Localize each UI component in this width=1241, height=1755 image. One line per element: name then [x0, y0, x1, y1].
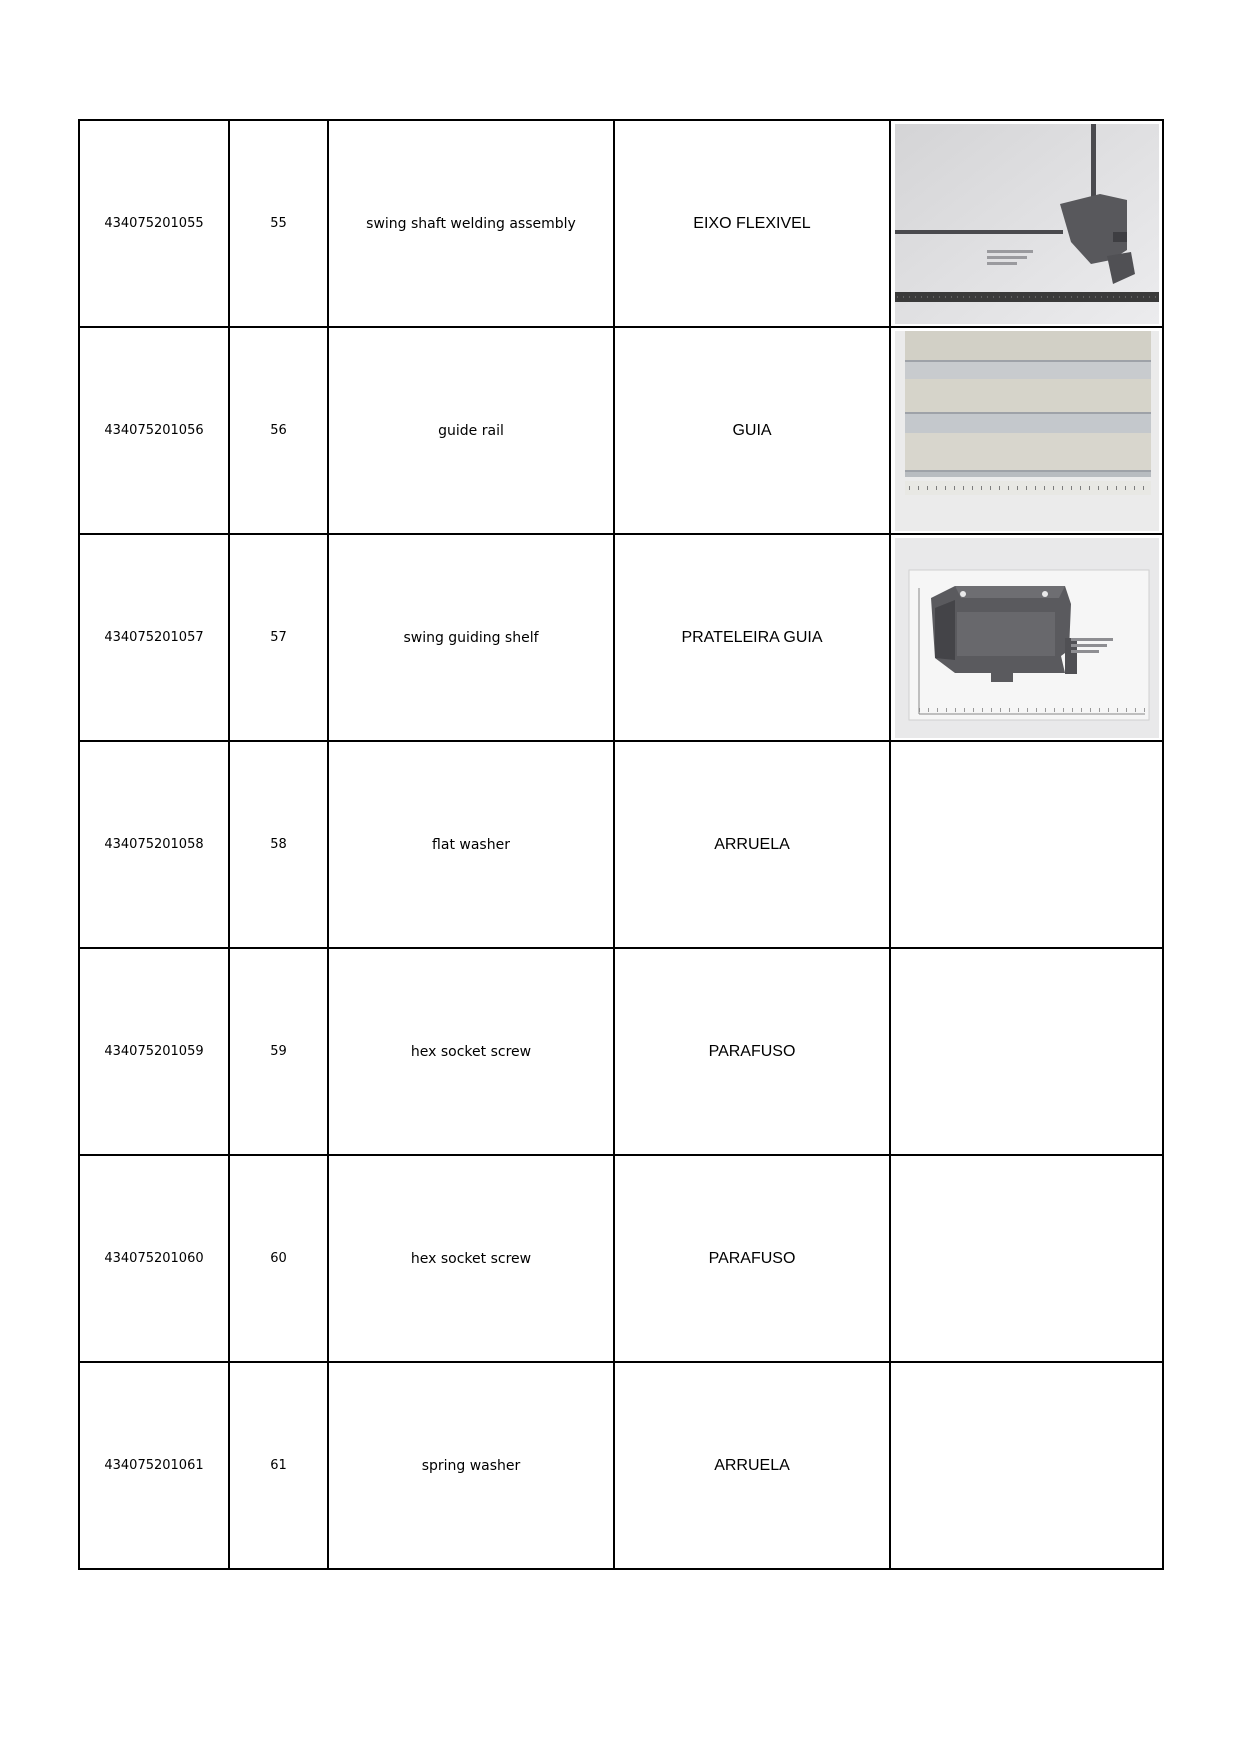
table-row: [79, 534, 1163, 741]
part-image-cell: [890, 948, 1163, 1155]
part-description: hex socket screw: [328, 1155, 614, 1362]
part-description: spring washer: [328, 1362, 614, 1569]
guiding-shelf-photo: [895, 538, 1159, 738]
part-image-cell: [890, 1155, 1163, 1362]
part-image-cell: [890, 741, 1163, 948]
item-number: 59: [229, 948, 328, 1155]
table-row: [79, 948, 1163, 1155]
table-row: [79, 327, 1163, 534]
part-code: 434075201056: [79, 327, 229, 534]
part-name-portuguese: GUIA: [614, 327, 890, 534]
part-description: swing shaft welding assembly: [328, 120, 614, 327]
item-number: 56: [229, 327, 328, 534]
table-row: [79, 1155, 1163, 1362]
item-number: 57: [229, 534, 328, 741]
part-name-portuguese: PRATELEIRA GUIA: [614, 534, 890, 741]
part-name-portuguese: PARAFUSO: [614, 1155, 890, 1362]
parts-table: [78, 119, 1164, 1570]
part-name-portuguese: PARAFUSO: [614, 948, 890, 1155]
table-row: [79, 1362, 1163, 1569]
part-image-cell: [890, 1362, 1163, 1569]
part-code: 434075201055: [79, 120, 229, 327]
part-name-portuguese: EIXO FLEXIVEL: [614, 120, 890, 327]
table-row: [79, 120, 1163, 327]
part-image-cell: [890, 327, 1163, 534]
part-description: swing guiding shelf: [328, 534, 614, 741]
part-name-portuguese: ARRUELA: [614, 1362, 890, 1569]
part-code: 434075201061: [79, 1362, 229, 1569]
item-number: 61: [229, 1362, 328, 1569]
part-code: 434075201058: [79, 741, 229, 948]
part-name-portuguese: ARRUELA: [614, 741, 890, 948]
part-description: flat washer: [328, 741, 614, 948]
part-description: guide rail: [328, 327, 614, 534]
part-image-cell: [890, 534, 1163, 741]
table-row: [79, 741, 1163, 948]
item-number: 60: [229, 1155, 328, 1362]
part-description: hex socket screw: [328, 948, 614, 1155]
part-code: 434075201059: [79, 948, 229, 1155]
item-number: 58: [229, 741, 328, 948]
part-code: 434075201060: [79, 1155, 229, 1362]
swing-shaft-photo: [895, 124, 1159, 324]
part-code: 434075201057: [79, 534, 229, 741]
guide-rail-photo: [895, 331, 1159, 531]
part-image-cell: [890, 120, 1163, 327]
item-number: 55: [229, 120, 328, 327]
